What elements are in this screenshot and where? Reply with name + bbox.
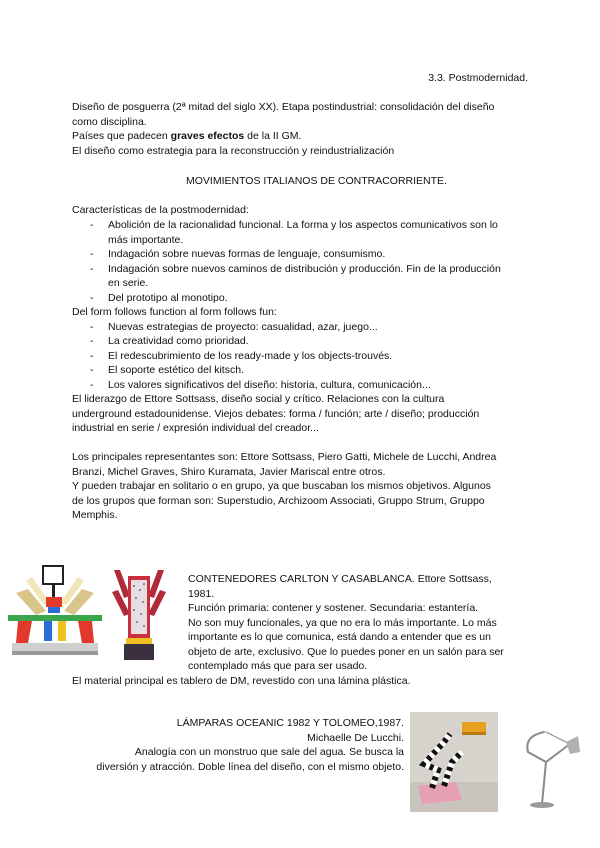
intro-line-3: [72, 129, 301, 144]
bullet-dash: -: [90, 219, 94, 231]
carlton-line: 1981.: [188, 587, 215, 600]
intro-line-3-post: de la II GM.: [244, 130, 302, 142]
carlton-line: importante es lo que comunica, está dando a entender que es un: [188, 631, 491, 643]
characteristics-item: Indagación sobre nuevos caminos de distribución y producción. Fin de la producción: [108, 262, 501, 275]
characteristics-item: Del prototipo al monotipo.: [108, 291, 228, 304]
form-follows-item: El soporte estético del kitsch.: [108, 364, 244, 376]
representatives-line: de los grupos que forman son: Superstudio, Archizoom Associati, Gruppo Strum, Gruppo: [72, 494, 485, 507]
oceanic-lamp-image: [410, 712, 498, 812]
characteristics-item-cont: más importante.: [108, 233, 184, 246]
carlton-bookcase-image: [6, 563, 104, 661]
section-title: 3.3. Postmodernidad.: [428, 72, 528, 84]
representatives-line: Los principales representantes son: Ettore Sottsass, Piero Gatti, Michele de Lucchi, Andrea: [72, 451, 497, 463]
intro-line-1: Diseño de posguerra (2ª mitad del siglo XX). Etapa postindustrial: consolidación del diseño: [72, 101, 495, 113]
lamps-line: Analogía con un monstruo que sale del agua. Se busca la: [134, 746, 404, 758]
representatives-line: Y pueden trabajar en solitario o en grupo, ya que buscaban los mismos objetivos. Algunos: [72, 480, 491, 492]
carlton-line: No son muy funcionales, ya que no era lo más importante. Lo más: [188, 616, 497, 629]
characteristics-item-cont: en serie.: [108, 277, 149, 289]
characteristics-title: Características de la postmodernidad:: [72, 204, 249, 216]
lamps-line: LÁMPARAS OCEANIC 1982 Y TOLOMEO,1987.: [176, 717, 404, 729]
form-follows-item: La creatividad como prioridad.: [108, 335, 249, 347]
bullet-dash: -: [90, 335, 94, 347]
bullet-dash: -: [90, 378, 94, 391]
form-follows-title: Del form follows function al form follows fun:: [72, 306, 277, 318]
characteristics-item: Abolición de la racionalidad funcional. La forma y los aspectos comunicativos son lo: [108, 219, 498, 231]
tolomeo-lamp-image: [508, 722, 582, 810]
bullet-dash: -: [90, 320, 94, 333]
lamps-line: Michaelle De Lucchi.: [307, 731, 404, 744]
carlton-line: objeto de arte, exclusivo. Que lo puedes poner en un salón para ser: [188, 645, 504, 658]
carlton-material: El material principal es tablero de DM, revestido con una lámina plástica.: [72, 675, 411, 687]
intro-line-3-bold: graves efectos: [170, 130, 245, 142]
bullet-dash: -: [90, 349, 94, 362]
casablanca-cabinet-image: [110, 566, 168, 662]
bullet-dash: -: [90, 248, 94, 260]
carlton-line: CONTENEDORES CARLTON Y CASABLANCA. Ettore Sottsass,: [188, 573, 492, 585]
leadership-line: underground estadounidense. Viejos debates: forma / función; arte / diseño; producción: [72, 407, 480, 420]
carlton-line: contemplado más que para ser usado.: [188, 660, 368, 672]
intro-line-2: como disciplina.: [72, 115, 147, 128]
intro-line-3-pre: Países que padecen: [72, 130, 171, 142]
representatives-line: Branzi, Michel Graves, Shiro Kuramata, Javier Mariscal entre otros.: [72, 465, 386, 478]
intro-line-4: El diseño como estrategia para la reconstrucción y reindustrialización: [72, 144, 395, 157]
lamps-line: diversión y atracción. Doble línea del diseño, con el mismo objeto.: [96, 760, 404, 773]
characteristics-item: Indagación sobre nuevas formas de lenguaje, consumismo.: [108, 248, 386, 260]
leadership-line: industrial en serie / expresión individual del creador...: [72, 422, 319, 434]
movement-heading: MOVIMIENTOS ITALIANOS DE CONTRACORRIENTE.: [186, 175, 447, 187]
form-follows-item: El redescubrimiento de los ready-made y los objects-trouvés.: [108, 349, 393, 362]
leadership-line: El liderazgo de Ettore Sottsass, diseño social y crítico. Relaciones con la cultura: [72, 393, 445, 405]
form-follows-item: Nuevas estrategias de proyecto: casualidad, azar, juego...: [108, 320, 378, 333]
representatives-line: Memphis.: [72, 509, 118, 521]
carlton-line: Función primaria: contener y sostener. Secundaria: estantería.: [188, 602, 479, 614]
bullet-dash: -: [90, 364, 94, 376]
bullet-dash: -: [90, 262, 94, 275]
bullet-dash: -: [90, 291, 94, 304]
form-follows-item: Los valores significativos del diseño: historia, cultura, comunicación...: [108, 378, 431, 391]
